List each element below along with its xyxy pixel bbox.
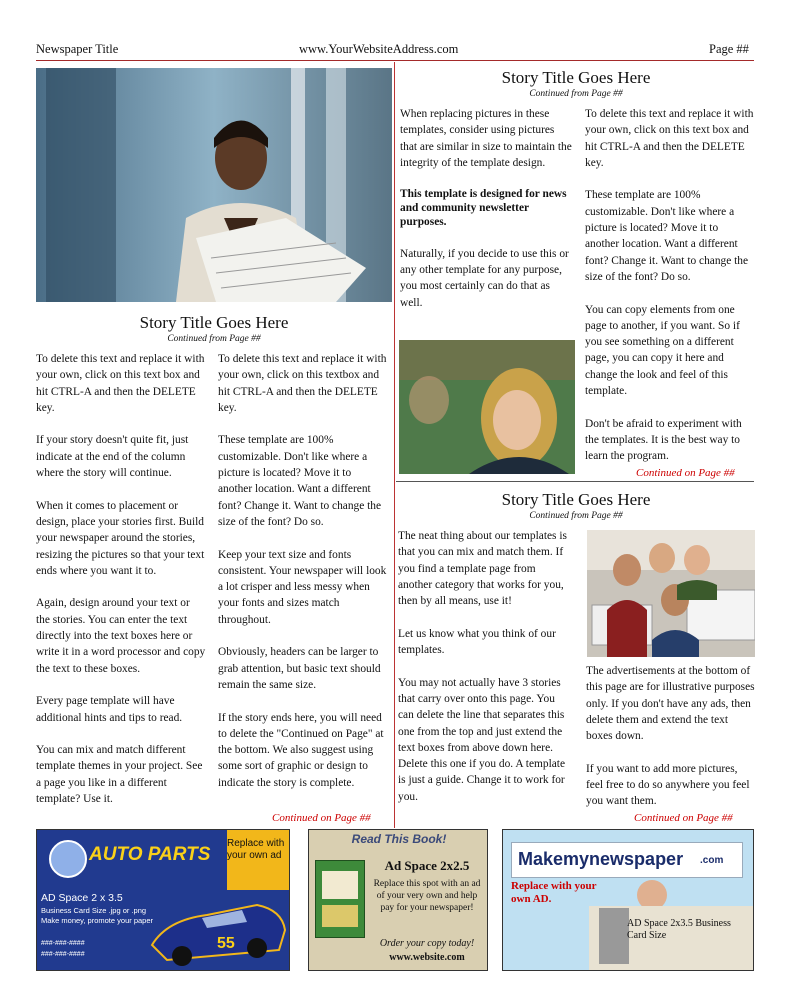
ad-3-replace: Replace with your own AD. [511, 880, 597, 905]
story-3-continued-from: Continued from Page ## [529, 511, 623, 521]
story-3-column-1: The neat thing about our templates is that you can mix and match them. If you find a template page from another category that works for you, then by all means, use it! Let us know what you think of our templates. You may not actually have 3 stories that carry over onto this page. You can delete the line that separates this one from the top and just extend the text boxes from above down here. Delete this one if you do. A template is just a guide. Change it to work for you. [398, 530, 567, 803]
book-cover-icon [315, 860, 365, 938]
story-2-column-2: To delete this text and replace it with your own, click on this text box and hit CTRL-A and then the DELETE key. These template are 100% customizable. Don't like where a picture is located? Move it to another location. Want a different font? Change it. Want to change the size of the font? Do so. You can copy elements from one page to another, if you want. So if you see something on a different page, you can copy it here and change the look and feel of this template. Don't be afraid to experiment with the templates. It is the best way to learn the program. [585, 108, 754, 463]
story-2-continued-from: Continued from Page ## [529, 89, 623, 99]
story-2-continued-on: Continued on Page ## [636, 467, 735, 479]
column-divider [394, 62, 395, 828]
ad-1-phone-2: ###-###-#### [41, 951, 85, 958]
story-3-column-2: The advertisements at the bottom of this page are for illustrative purposes only. If you don't have any ads, then delete them and extend the text boxes down. If you want to add more pictures, feel free to do so anywhere you feel you want them. [586, 665, 755, 808]
students-computer-photo [587, 530, 755, 657]
ad-2-size: Ad Space 2x2.5 [384, 858, 470, 873]
story-divider [396, 481, 754, 482]
woman-reading-newspaper-photo [36, 68, 392, 302]
newspaper-photo-icon [599, 908, 629, 964]
ad-3-brand-suffix: .com [700, 855, 724, 866]
ad-3-brand: Makemynewspaper [518, 849, 684, 869]
header-rule [36, 60, 754, 61]
ad-1-brand: AUTO PARTS [89, 844, 211, 865]
makemynewspaper-ad[interactable] [502, 829, 754, 971]
ad-1-phone-1: ###-###-#### [41, 940, 85, 947]
story-1-column-2: To delete this text and replace it with your own, click on this textbox and hit CTRL-A and then the DELETE key. These template are 100% customizable. Don't like where a picture is located? Move it to another location. Want a different font? Change it. Want to change the size of the font? Do so. Keep your text size and fonts consistent. Your newspaper will look a lot crisper and less messy when your fonts and sizes match throughout. Obviously, headers can be larger to grab attention, but basic text should remain the same size. If the story ends here, you will need to delete the "Continued on Page" at the bottom. We also suggest using some sort of graphic or design to indicate the story is complete. [218, 353, 387, 789]
ad-1-size: AD Space 2 x 3.5 [41, 892, 123, 904]
napa-logo-icon [49, 840, 87, 878]
story-3-title: Story Title Goes Here [501, 490, 651, 509]
story-3-continued-on: Continued on Page ## [634, 812, 733, 824]
race-car-icon [147, 890, 287, 970]
story-1-column-1: To delete this text and replace it with your own, click on this text box and hit CTRL-A and then the DELETE key. If your story doesn't quite fit, just indicate at the end of the column where the story will continue. When it comes to placement or design, place your stories first. Build your newspaper around the stories, resizing the pictures so that your text ends where you want it to. Again, design around your text or the stories. You can enter the text directly into the text boxes here or write it in a word processor and copy the text to these boxes. Every page template will have additional hints and tips to read. You can mix and match different template themes in your project. See a page you like in a different template? Use it. [36, 353, 206, 806]
story-1-continued-on: Continued on Page ## [272, 812, 371, 824]
ad-1-replace-text: Replace with your own ad [227, 838, 285, 861]
story-2-column-1: When replacing pictures in these templates, consider using pictures that are similar in size to maintain the integrity of the template design. This template is designed for news and community newsletter purposes. Naturally, if you decide to use this or any other template for any purpose, you most certainly can do that as well. [400, 108, 572, 309]
page-number: Page ## [709, 42, 749, 56]
ad-1-line-1: Business Card Size .jpg or .png [41, 906, 147, 915]
story-1-title: Story Title Goes Here [139, 313, 289, 332]
newspaper-title: Newspaper Title [36, 42, 119, 56]
story-2-title: Story Title Goes Here [501, 68, 651, 87]
ad-2-url: www.website.com [389, 952, 465, 963]
story-1-continued-from: Continued from Page ## [167, 334, 261, 344]
book-ad[interactable] [308, 829, 488, 971]
ad-3-size: AD Space 2x3.5 Business Card Size [627, 918, 731, 941]
ad-2-cta: Order your copy today! [379, 938, 475, 949]
ad-1-line-2: Make money, promote your paper [41, 916, 153, 925]
blonde-girl-photo [399, 340, 575, 474]
ad-2-body: Replace this spot with an ad of your very own and help pay for your newspaper! [373, 879, 481, 913]
car-number: 55 [217, 935, 235, 952]
auto-parts-ad[interactable] [36, 829, 290, 971]
ad-3-brand-banner [511, 842, 743, 878]
website-address: www.YourWebsiteAddress.com [299, 42, 459, 56]
ad-2-headline: Read This Book! [351, 832, 447, 846]
